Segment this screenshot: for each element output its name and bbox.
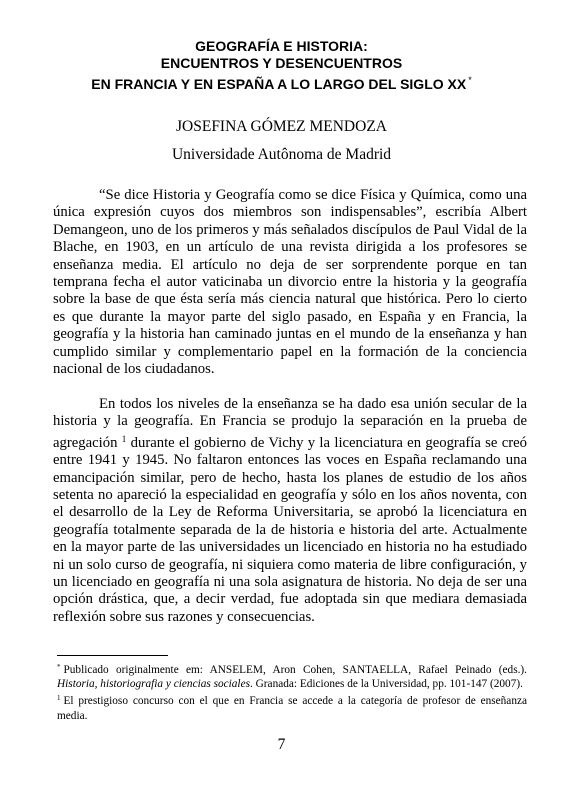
article-title <box>40 38 523 93</box>
body-text <box>53 187 527 388</box>
footnote-text: Publicado originalmente em: ANSELEM, Aron Cohen, SANTAELLA, Rafael Peinado (eds.). <box>63 664 527 676</box>
footnote-separator <box>57 655 168 656</box>
page-number: 7 <box>277 736 286 753</box>
footnote-mark: * <box>57 663 61 671</box>
footnote-reference: 1 <box>121 433 127 444</box>
title-line: GEOGRAFÍA E HISTORIA: <box>195 38 368 54</box>
author-affiliation: Universidade Autônoma de Madrid <box>171 146 392 163</box>
footnote <box>57 691 527 722</box>
footnote-mark: 1 <box>57 694 61 703</box>
footnote-italic-title: Historia, historiografia y ciencias sociales <box>57 678 250 691</box>
footnotes <box>57 660 527 723</box>
footnote-text: . Granada: Ediciones de la Universidad, pp. 101-147 (2007). <box>249 678 523 691</box>
paragraph-text: En todos los niveles de la enseñanza se ha dado esa unión secular de la historia y la geografía. En Francia se produjo la separación en la prueba de agregación <box>53 396 527 451</box>
paragraph-text: durante el gobierno de Vichy y la licenciatura en geografía se creó entre 1941 y 1945. No faltaron entonces las voces en España reclamando una emancipación similar, pero de hecho, hasta los planes de estudio de los años setenta no apareció la especialidad en geografía y sólo en los años noventa, con el desarrollo de la Ley de Reforma Universitaria, se aprobó la licenciatura en geografía totalmente separada de la de historia e historia del arte. Actualmente en la mayor parte de las universidades un licenciado en historia no ha estudiado ni un solo curso de geografía, ni siquiera como materia de libre configuración, y un licenciado en geografía ni una sola asignatura de historia. No deja de ser una opción drástica, que, a decir verdad, fue adoptada sin que mediara demasiada reflexión sobre sus razones y consecuencias. <box>53 434 528 625</box>
footnote-text: El prestigioso concurso con el que en Francia se accede a la categoría de profesor de enseñanza media. <box>57 695 527 722</box>
author-name: JOSEFINA GÓMEZ MENDOZA <box>176 118 387 135</box>
title-line: ENCUENTROS Y DESENCUENTROS <box>160 55 403 71</box>
paragraph: “Se dice Historia y Geografía como se dice Física y Química, como una única expresión cuyos dos miembros son indispensables”, escribía Albert Demangeon, uno de los primeros y más señalados discípulos de Paul Vidal de la Blache, en 1903, en un artículo de una revista dirigida a los profesores se enseñanza media. El artículo no deja de ser sorprendente porque en tan temprana fecha el autor vaticinaba un divorcio entre la historia y la geografía sobre la base de que ésta sería más ciencia natural que histórica. Pero lo cierto es que durante la mayor parte del siglo pasado, en España y en Francia, la geografía y la historia han caminado juntas en el mundo de la enseñanza y han cumplido similar y complementario papel en la formación de la conciencia nacional de los ciudadanos. <box>53 187 527 378</box>
title-footnote-mark: * <box>468 75 472 85</box>
footnote <box>57 660 527 691</box>
title-line <box>40 72 523 93</box>
title-line-text: EN FRANCIA Y EN ESPAÑA A LO LARGO DEL SIGLO XX <box>91 76 467 92</box>
body-text <box>53 396 527 636</box>
paragraph <box>53 396 527 626</box>
